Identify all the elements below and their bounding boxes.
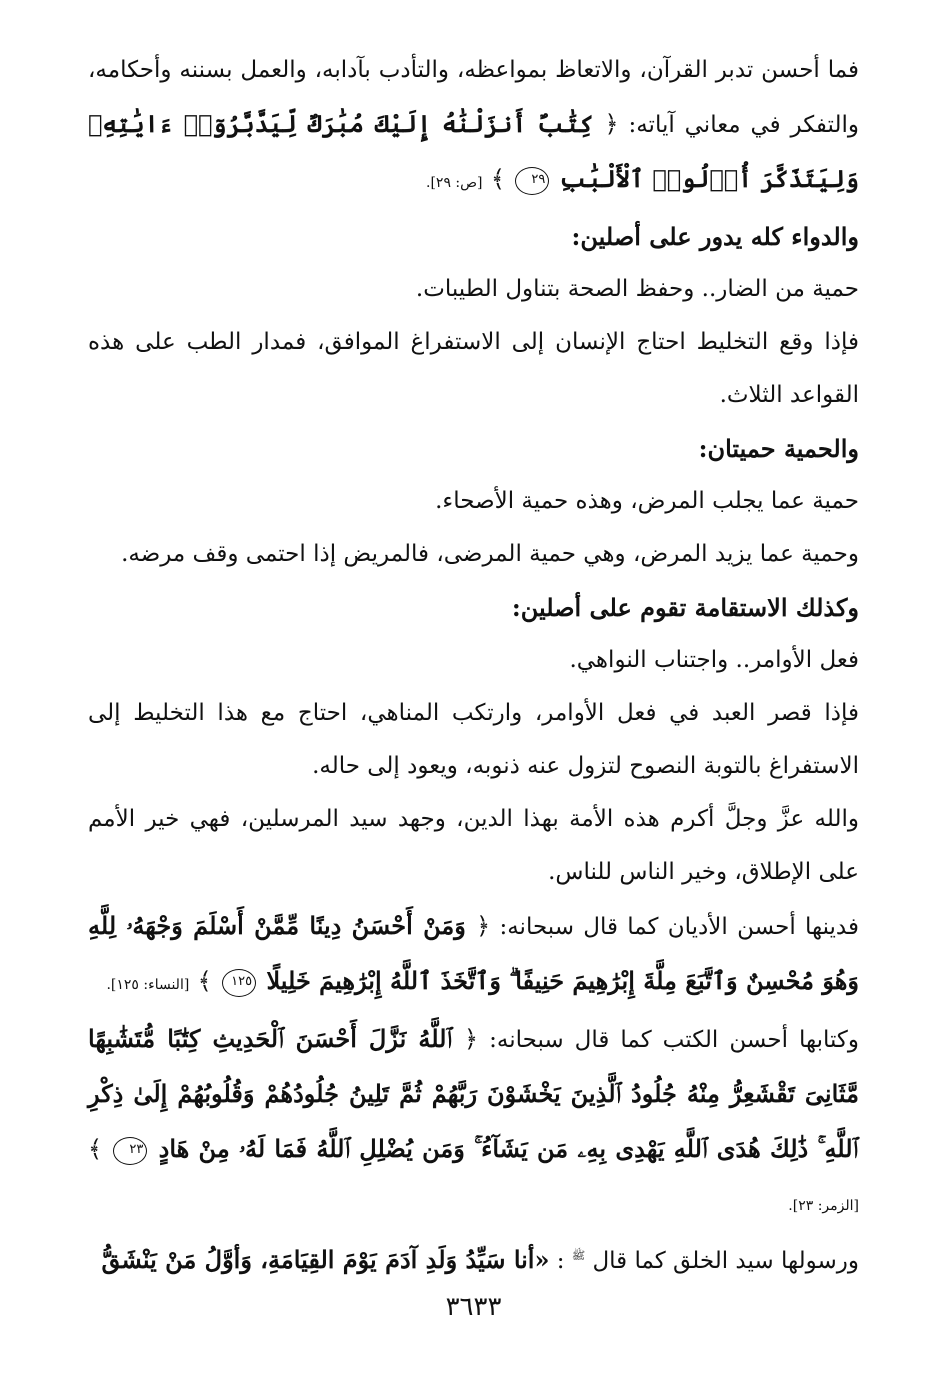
- paragraph-best-messenger: [88, 1233, 859, 1288]
- verse-reference: [النساء: ١٢٥].: [106, 977, 190, 993]
- verse-close-bracket: ﴾: [490, 165, 505, 193]
- verse-text: كِتَٰبٌ أَنزَلْنَٰهُ إِلَيْكَ مُبَٰرَكٌ لِّيَدَّبَّرُوٓا۟ ءَايَٰتِهِۦ وَلِيَتَذَكَّرَ أُو۟لُوا۟ ٱلْأَلْبَٰبِ: [88, 109, 859, 193]
- heading-medicine-principles: والدواء كله يدور على أصلين:: [571, 222, 859, 251]
- verse-open-bracket: ﴿: [464, 1025, 479, 1053]
- paragraph-diet: حمية من الضار.. وحفظ الصحة بتناول الطيبات.: [415, 276, 859, 302]
- paragraph-text: وكتابها أحسن الكتب كما قال سبحانه:: [478, 1027, 859, 1053]
- ayah-number-marker: ٢٣: [113, 1137, 147, 1165]
- paragraph-best-religion: [88, 899, 859, 1012]
- ayah-number-marker: ١٢٥: [222, 969, 256, 997]
- paragraph-diet-sick: وحمية عما يزيد المرض، وهي حمية المرضى، فالمريض إذا احتمى وقف مرضه.: [121, 541, 859, 567]
- verse-reference: [ص: ٢٩].: [426, 175, 483, 191]
- paragraph-diet-healthy: حمية عما يجلب المرض، وهذه حمية الأصحاء.: [435, 488, 859, 514]
- paragraph-honored-nation: والله عزَّ وجلَّ أكرم هذه الأمة بهذا الدين، وجهد سيد المرسلين، فهي خير الأمم على الإطلاق، وخير الناس للناس.: [88, 806, 859, 885]
- paragraph-text: فما أحسن تدبر القرآن، والاتعاظ بمواعظه، والتأدب بآدابه، والعمل بسننه وأحكامه، والتفكر في معاني آياته:: [88, 57, 859, 138]
- verse-open-bracket: ﴿: [604, 110, 619, 138]
- heading-two-diets: والحمية حميتان:: [698, 434, 859, 463]
- paragraph-text: ورسولها سيد الخلق كما قال: [585, 1248, 859, 1274]
- ayah-number-marker: ٢٩: [515, 167, 549, 195]
- paragraph-repentance: فإذا قصر العبد في فعل الأوامر، وارتكب المناهي، احتاج مع هذا التخليط إلى الاستفراغ بالتوبة النصوح لتزول عنه ذنوبه، ويعود إلى حاله.: [88, 700, 859, 779]
- verse-reference: [الزمر: ٢٣].: [788, 1198, 859, 1214]
- page-number: ٣٦٣٣: [445, 1292, 502, 1322]
- verse-close-bracket: ﴾: [197, 967, 212, 995]
- verse-open-bracket: ﴿: [476, 912, 491, 940]
- verse-close-bracket: ﴾: [88, 1135, 103, 1163]
- salutation-mark: ﷺ: [571, 1249, 586, 1263]
- hadith-quote: «أنا سَيِّدُ وَلَدِ آدَمَ يَوْمَ القِيَامَةِ، وَأوَّلُ مَنْ يَنْشَقُّ: [101, 1245, 550, 1274]
- paragraph-best-book: [88, 1012, 859, 1233]
- paragraph-colon: :: [549, 1248, 565, 1274]
- verse-text: وَمَنْ أَحْسَنُ دِينًا مِّمَّنْ أَسْلَمَ وَجْهَهُۥ لِلَّهِ وَهُوَ مُحْسِنٌ وَٱتَّبَعَ مِلَّةَ إِبْرَٰهِيمَ حَنِيفًا ۗ وَٱتَّخَذَ ٱللَّهُ إِبْرَٰهِيمَ خَلِيلًا: [88, 911, 859, 995]
- paragraph-quran-reflection: [88, 44, 859, 210]
- heading-uprightness-principles: وكذلك الاستقامة تقوم على أصلين:: [511, 593, 859, 622]
- paragraph-text: فدينها أحسن الأديان كما قال سبحانه:: [490, 914, 859, 940]
- paragraph-mixing: فإذا وقع التخليط احتاج الإنسان إلى الاستفراغ الموافق، فمدار الطب على هذه القواعد الثلاث.: [88, 329, 859, 408]
- page-body: [88, 44, 859, 1288]
- paragraph-commands: فعل الأوامر.. واجتناب النواهي.: [569, 647, 859, 673]
- verse-text: ٱللَّهُ نَزَّلَ أَحْسَنَ ٱلْحَدِيثِ كِتَٰبًا مُّتَشَٰبِهًا مَّثَانِىَ تَقْشَعِرُّ مِنْهُ جُلُودُ ٱلَّذِينَ يَخْشَوْنَ رَبَّهُمْ ثُمَّ تَلِينُ جُلُودُهُمْ وَقُلُوبُهُمْ إِلَىٰ ذِكْرِ ٱللَّهِ ۚ ذَٰلِكَ هُدَى ٱللَّهِ يَهْدِى بِهِۦ مَن يَشَآءُ ۚ وَمَن يُضْلِلِ ٱللَّهُ فَمَا لَهُۥ مِنْ هَادٍ: [88, 1024, 859, 1163]
